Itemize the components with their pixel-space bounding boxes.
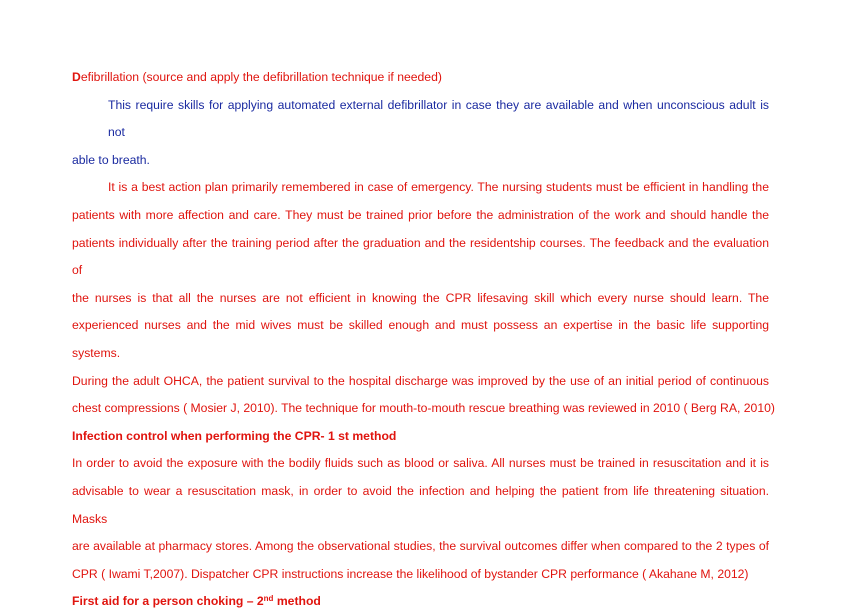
- choking-heading-text: First aid for a person choking – 2: [72, 594, 264, 609]
- paragraph-line: patients individually after the training period after the graduation and the residentship courses. The feedback and the evaluation of: [72, 235, 769, 278]
- paragraph-line: are available at pharmacy stores. Among the observational studies, the survival outcomes differ when compared to the 2 types of: [72, 539, 769, 554]
- heading-initial: D: [72, 70, 81, 84]
- document-body: [72, 64, 775, 616]
- paragraph-line: able to breath.: [72, 152, 150, 167]
- paragraph-line: advisable to wear a resuscitation mask, in order to avoid the infection and helping the patient from life threatening situation. Masks: [72, 483, 769, 526]
- infection-control-heading: Infection control when performing the CPR- 1 st method: [72, 428, 397, 443]
- defibrillation-heading: [72, 64, 769, 92]
- paragraph-line: experienced nurses and the mid wives must be skilled enough and must possess an expertise in the basic life supporting systems.: [72, 318, 769, 360]
- aed-paragraph: [72, 92, 769, 175]
- choking-heading-tail: method: [273, 594, 321, 609]
- paragraph-line: chest compressions ( Mosier J, 2010). The technique for mouth-to-mouth rescue breathing was reviewed in 2010 ( Berg RA, 2010): [72, 401, 775, 416]
- paragraph-line: This require skills for applying automated external defibrillator in case they are available and when unconscious adult is not: [108, 97, 769, 140]
- paragraph-line: CPR ( Iwami T,2007). Dispatcher CPR instructions increase the likelihood of bystander CPR performance ( Akahane M, 2012): [72, 566, 749, 581]
- paragraph-line: patients with more affection and care. They must be trained prior before the administration of the work and should handle the: [72, 207, 769, 222]
- paragraph-line: During the adult OHCA, the patient survival to the hospital discharge was improved by the use of an initial period of continuous: [72, 373, 769, 388]
- paragraph-line: It is a best action plan primarily remembered in case of emergency. The nursing students must be efficient in handling the: [108, 180, 769, 195]
- paragraph-line: In order to avoid the exposure with the bodily fluids such as blood or saliva. All nurses must be trained in resuscitation and it is: [72, 456, 769, 471]
- infection-control-paragraph: [72, 450, 769, 588]
- action-plan-paragraph: [72, 174, 775, 422]
- ordinal-suffix: nd: [263, 594, 274, 604]
- heading-rest: efibrillation (source and apply the defibrillation technique if needed): [80, 70, 442, 84]
- paragraph-line: the nurses is that all the nurses are not efficient in knowing the CPR lifesaving skill which every nurse should learn. The: [72, 290, 769, 305]
- choking-heading: [72, 588, 769, 616]
